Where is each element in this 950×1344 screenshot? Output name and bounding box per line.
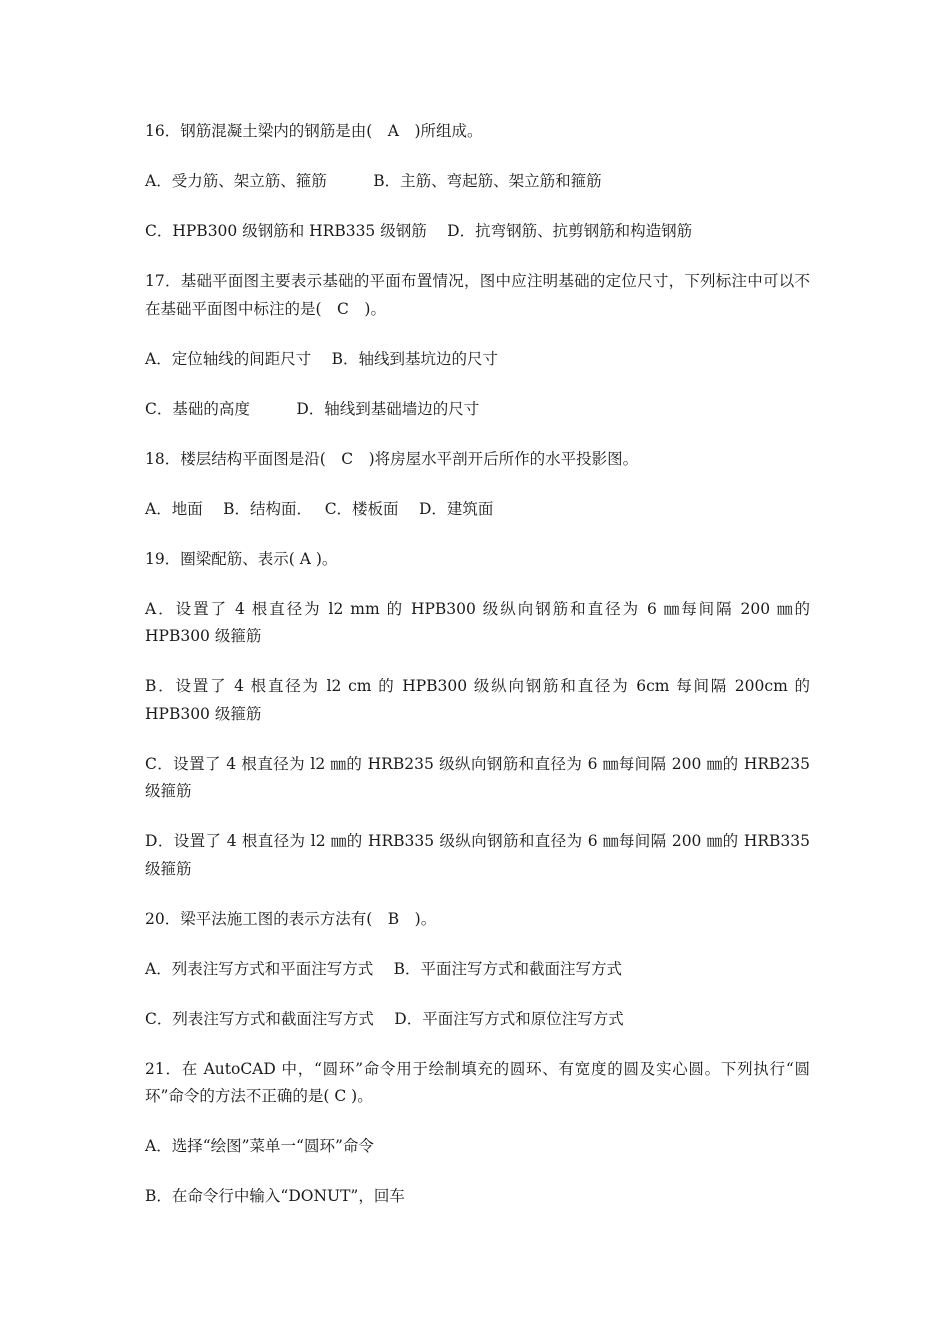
question-18: 18．楼层结构平面图是沿( C )将房屋水平剖开后所作的水平投影图。	[145, 449, 639, 468]
question-19: 19．圈梁配筋、表示( A )。	[145, 549, 338, 568]
q20-options-cd: C．列表注写方式和截面注写方式 D．平面注写方式和原位注写方式	[145, 1009, 624, 1028]
q21-option-a: A．选择“绘图”菜单一“圆环”命令	[145, 1137, 374, 1155]
q16-options-ab: A．受力筋、架立筋、箍筋 B．主筋、弯起筋、架立筋和箍筋	[145, 172, 602, 190]
q19-option-b: B．设置了 4 根直径为 l2 cm 的 HPB300 级纵向钢筋和直径为 6cm 每间隔 200cm 的 HPB300 级箍筋	[145, 677, 810, 723]
q18-options: A．地面 B．结构面． C．楼板面 D．建筑面	[145, 499, 494, 518]
q17-options-ab: A．定位轴线的间距尺寸 B．轴线到基坑边的尺寸	[145, 349, 499, 368]
q19-option-d: D．设置了 4 根直径为 l2 ㎜的 HRB335 级纵向钢筋和直径为 6 ㎜每间隔 200 ㎜的 HRB335 级箍筋	[145, 832, 810, 878]
q19-option-a: A．设置了 4 根直径为 l2 mm 的 HPB300 级纵向钢筋和直径为 6 ㎜每间隔 200 ㎜的 HPB300 级箍筋	[145, 599, 810, 645]
q19-option-c: C．设置了 4 根直径为 l2 ㎜的 HRB235 级纵向钢筋和直径为 6 ㎜每间隔 200 ㎜的 HRB235 级箍筋	[145, 754, 810, 800]
question-20: 20．梁平法施工图的表示方法有( B )。	[145, 909, 437, 928]
q21-option-b: B．在命令行中输入“DONUT”，回车	[145, 1187, 405, 1205]
document-page	[145, 118, 810, 1233]
q16-options-cd: C．HPB300 级钢筋和 HRB335 级钢筋 D．抗弯钢筋、抗剪钢筋和构造钢筋	[145, 222, 693, 240]
q17-options-cd: C．基础的高度 D．轴线到基础墙边的尺寸	[145, 399, 480, 418]
q20-options-ab: A．列表注写方式和平面注写方式 B．平面注写方式和截面注写方式	[145, 959, 623, 978]
question-21: 21．在 AutoCAD 中，“圆环”命令用于绘制填充的圆环、有宽度的圆及实心圆。下列执行“圆环”命令的方法不正确的是( C )。	[145, 1059, 810, 1105]
question-16: 16．钢筋混凝土梁内的钢筋是由( A )所组成。	[145, 122, 483, 140]
question-17: 17．基础平面图主要表示基础的平面布置情况，图中应注明基础的定位尺寸，下列标注中可以不在基础平面图中标注的是( C )。	[145, 272, 810, 318]
